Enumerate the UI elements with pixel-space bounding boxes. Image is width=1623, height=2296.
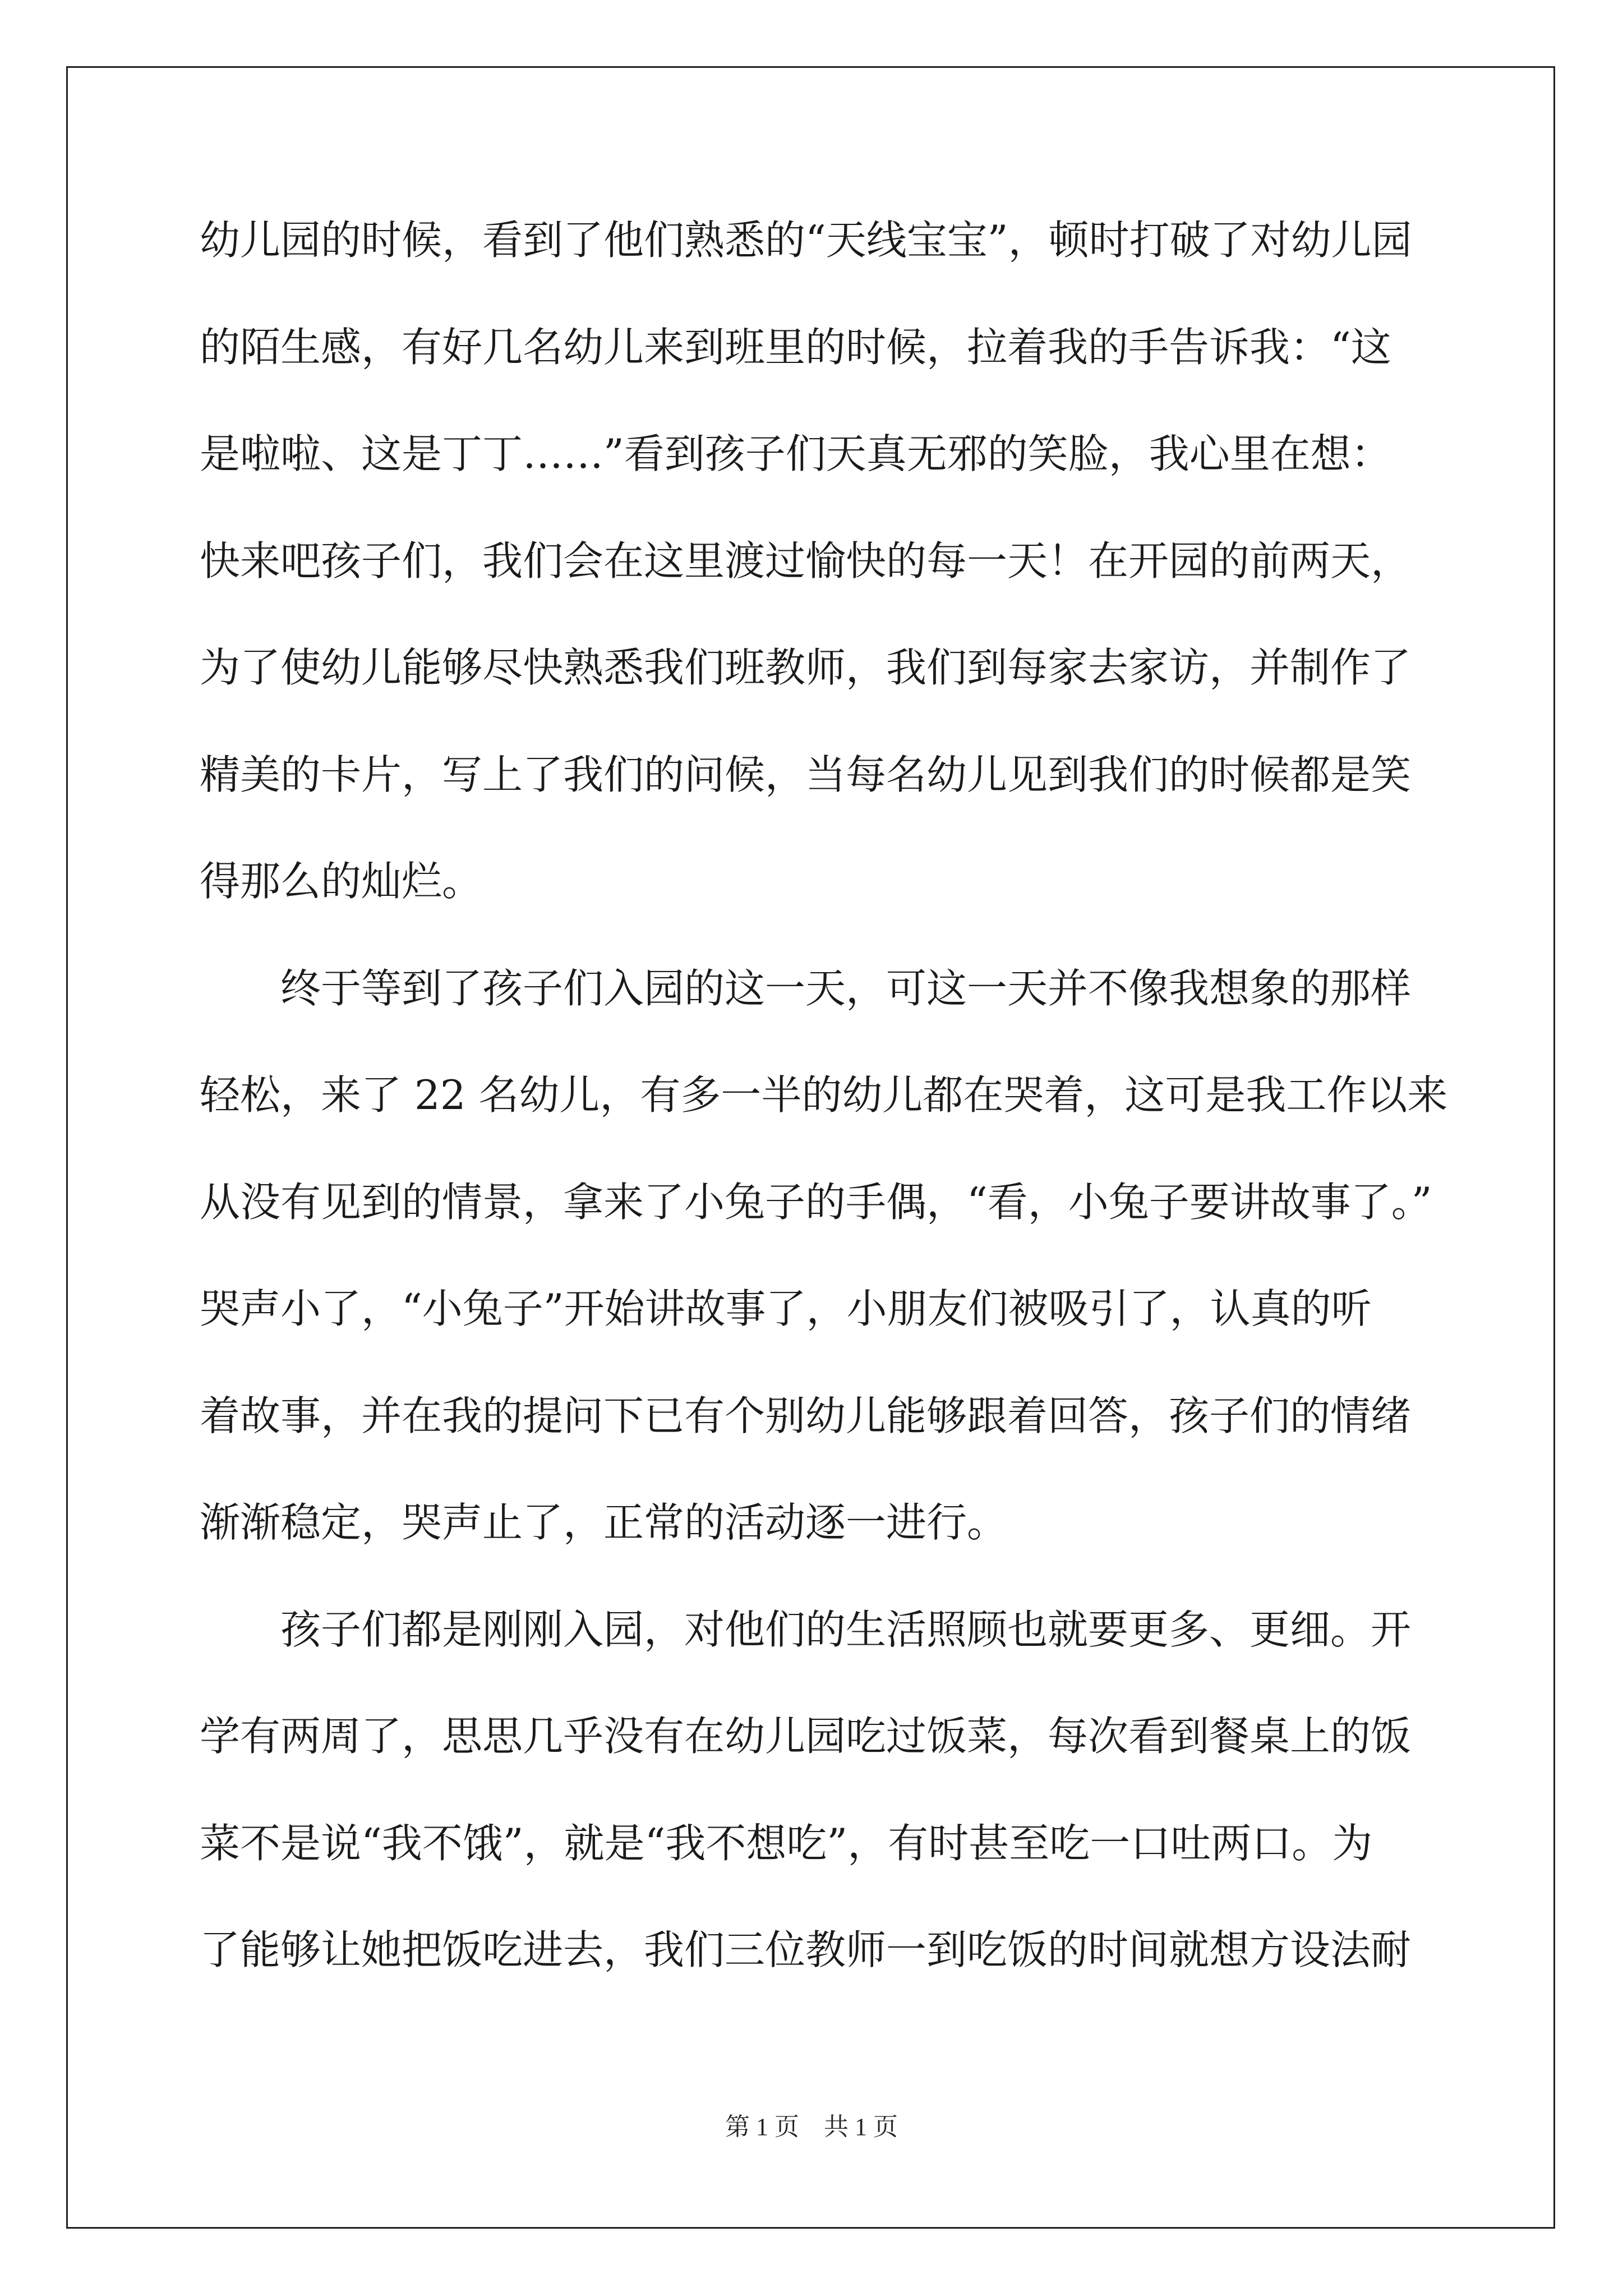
text-line: 的陌生感，有好几名幼儿来到班里的时候，拉着我的手告诉我：“这 bbox=[200, 323, 1391, 371]
page-footer: 第 1 页 共 1 页 bbox=[725, 2113, 898, 2141]
text-line: 得那么的灿烂。 bbox=[200, 858, 483, 905]
text-line: 孩子们都是刚刚入园，对他们的生活照顾也就要更多、更细。开 bbox=[280, 1605, 1412, 1653]
text-line: 了能够让她把饭吃进去，我们三位教师一到吃饭的时间就想方设法耐 bbox=[200, 1926, 1412, 1973]
text-line: 精美的卡片，写上了我们的问候，当每名幼儿见到我们的时候都是笑 bbox=[200, 751, 1412, 798]
text-line: 着故事，并在我的提问下已有个别幼儿能够跟着回答，孩子们的情绪 bbox=[200, 1392, 1412, 1439]
text-line: 为了使幼儿能够尽快熟悉我们班教师，我们到每家去家访，并制作了 bbox=[200, 644, 1412, 691]
text-line: 快来吧孩子们，我们会在这里渡过愉快的每一天！在开园的前两天， bbox=[200, 537, 1412, 585]
page-border bbox=[66, 66, 1555, 2229]
text-line: 轻松，来了 22 名幼儿，有多一半的幼儿都在哭着，这可是我工作以来 bbox=[200, 1071, 1448, 1119]
text-line: 菜不是说“我不饿”，就是“我不想吃”，有时甚至吃一口吐两口。为 bbox=[200, 1819, 1373, 1867]
text-line: 幼儿园的时候，看到了他们熟悉的“天线宝宝”，顿时打破了对幼儿园 bbox=[200, 217, 1412, 264]
text-line: 渐渐稳定，哭声止了，正常的活动逐一进行。 bbox=[200, 1499, 1008, 1546]
text-line: 从没有见到的情景，拿来了小兔子的手偶，“看，小兔子要讲故事了。” bbox=[200, 1178, 1432, 1226]
text-line: 是啦啦、这是丁丁……”看到孩子们天真无邪的笑脸，我心里在想： bbox=[200, 430, 1391, 477]
text-line: 学有两周了，思思几乎没有在幼儿园吃过饭菜，每次看到餐桌上的饭 bbox=[200, 1713, 1412, 1760]
text-line: 终于等到了孩子们入园的这一天，可这一天并不像我想象的那样 bbox=[280, 964, 1412, 1012]
text-line: 哭声小了，“小兔子”开始讲故事了，小朋友们被吸引了，认真的听 bbox=[200, 1285, 1372, 1332]
